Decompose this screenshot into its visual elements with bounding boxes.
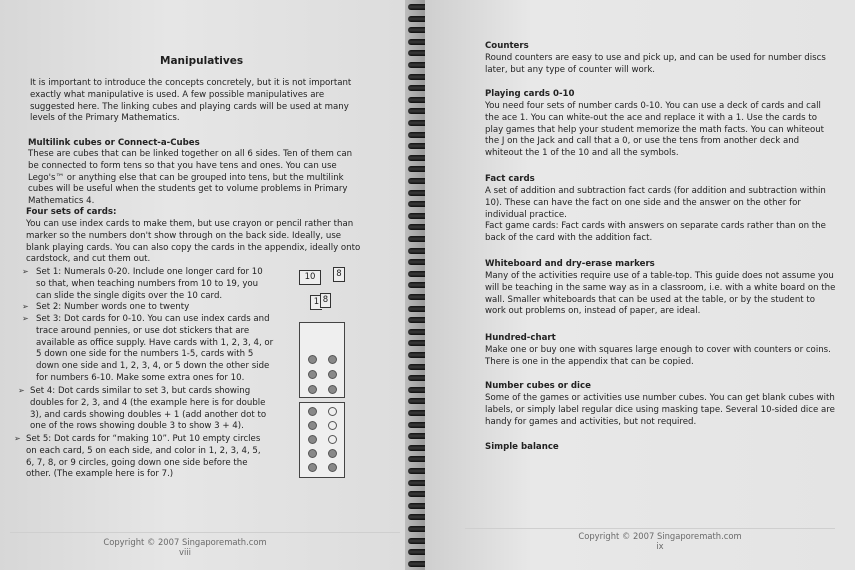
right-page-number: ix (656, 541, 664, 551)
section-heading: Counters (485, 41, 529, 51)
left-footer-copyright: Copyright © 2007 Singaporemath.com (103, 537, 267, 547)
multilink-heading: Multilink cubes or Connect-a-Cubes (28, 138, 200, 148)
set-3-item: Set 3: Dot cards for 0-10. You can use index cards and trace around pennies, or use dot stickers that are available as office supply. Have cards with 1, 2, 3, 4, or 5 down one side for the numbers 1-5, cards with 5 down one side and 1, 2, 3, 4, or 5 down the other side for numbers 6-10. Make some extra ones for 10. (36, 314, 274, 383)
set-5-item: Set 5: Dot cards for “making 10”. Put 10 empty circles on each card, 5 on each side, and color in 1, 2, 3, 4, 5, 6, 7, 8, or 9 circles, going down one side before the other. (The example here is for 7.) (26, 434, 261, 480)
filled-dot (328, 385, 337, 394)
section-body: Round counters are easy to use and pick up, and can be used for number discs later, but any type of counter will work. (485, 53, 826, 75)
empty-dot (328, 421, 337, 430)
empty-dot (328, 407, 337, 416)
filled-dot (308, 421, 317, 430)
four-sets-heading: Four sets of cards: (26, 207, 117, 217)
intro-paragraph: It is important to introduce the concepts concretely, but it is not important exactly what manipulative is used. A few possible manipulatives are suggested here. The linking cubes and playing cards will be used at many levels of the Primary Mathematics. (30, 78, 352, 124)
section-heading: Playing cards 0-10 (485, 89, 575, 99)
filled-dot (308, 385, 317, 394)
set-1-item: Set 1: Numerals 0-20. Include one longer card for 10 so that, when teaching numbers from 10 to 19, you can slide the single digits over the 10 card. (36, 267, 263, 301)
empty-dot (328, 435, 337, 444)
section-heading: Number cubes or dice (485, 381, 591, 391)
left-page (0, 0, 425, 570)
filled-dot (308, 435, 317, 444)
section-heading: Whiteboard and dry-erase markers (485, 259, 655, 269)
section-heading: Fact cards (485, 174, 535, 184)
filled-dot (308, 355, 317, 364)
section-body: Many of the activities require use of a table-top. This guide does not assume you will be teaching in the same way as in a classroom, i.e. with a white board on the wall. Smaller whiteboards that can be used at the table, or by the student to work out problems on, instead of paper, are ideal. (485, 271, 836, 317)
footer-divider (465, 528, 835, 529)
four-sets-body: You can use index cards to make them, but use crayon or pencil rather than marker so the numbers don't show through on the back side. Ideally, use blank playing cards. You can also copy the cards in the appendix, ideally onto cardstock, and cut them out. (26, 219, 361, 265)
dot-card-making-ten (299, 402, 345, 478)
filled-dot (308, 370, 317, 379)
section-body: Make one or buy one with squares large enough to cover with counters or coins. There is one in the appendix that can be copied. (485, 345, 831, 367)
filled-dot (328, 355, 337, 364)
multilink-body: These are cubes that can be linked together on all 6 sides. Ten of them can be connected to form tens so that you have tens and ones. You can use Lego's™ or anything else that can be grouped into tens, but the multilink cubes will be useful when the students get to volume problems in Primary Mathematics 4. (28, 149, 353, 207)
number-card-eight: 8 (333, 267, 345, 282)
number-card-one: 1 (310, 295, 322, 310)
bullet-arrow-icon: ➢ (22, 267, 29, 276)
set-4-item: Set 4: Dot cards similar to set 3, but cards showing doubles for 2, 3, and 4 (the example here is for double 3), and cards showing doubles + 1 (add another dot to one of the rows showing double 3 to show 3 + 4). (30, 386, 267, 432)
section-heading: Hundred-chart (485, 333, 556, 343)
footer-divider (10, 532, 400, 533)
section-body: You need four sets of number cards 0-10. You can use a deck of cards and call the ace 1. You can white-out the ace and replace it with a 1. Use the cards to play games that help your student memorize the math facts. You can whiteout the J on the Jack and call that a 0, or use the tens from another deck and whiteout the 1 of the 10 and all the symbols. (485, 101, 825, 159)
set-2-item: Set 2: Number words one to twenty (36, 302, 190, 312)
dot-card-double-three (299, 322, 345, 398)
filled-dot (308, 449, 317, 458)
right-page (425, 0, 855, 570)
right-footer-copyright: Copyright © 2007 Singaporemath.com (578, 531, 742, 541)
number-card-eight-small: 8 (320, 293, 331, 308)
filled-dot (328, 370, 337, 379)
section-heading: Simple balance (485, 442, 559, 452)
filled-dot (328, 449, 337, 458)
filled-dot (328, 463, 337, 472)
bullet-arrow-icon: ➢ (22, 314, 29, 323)
bullet-arrow-icon: ➢ (22, 302, 29, 311)
bullet-arrow-icon: ➢ (14, 434, 21, 443)
section-body: Some of the games or activities use number cubes. You can get blank cubes with labels, or simply label regular dice using masking tape. Several 10-sided dice are handy for games and activities, but not required. (485, 393, 835, 427)
left-page-number: viii (179, 547, 191, 557)
filled-dot (308, 407, 317, 416)
page-title: Manipulatives (160, 55, 244, 67)
section-body: A set of addition and subtraction fact cards (for addition and subtraction within 10). These can have the fact on one side and the answer on the other for individual practice. Fact game cards: Fact cards with answers on separate cards rather than on the back of the card with the addition fact. (485, 186, 826, 244)
number-card-ten: 10 (299, 270, 321, 285)
filled-dot (308, 463, 317, 472)
bullet-arrow-icon: ➢ (18, 386, 25, 395)
